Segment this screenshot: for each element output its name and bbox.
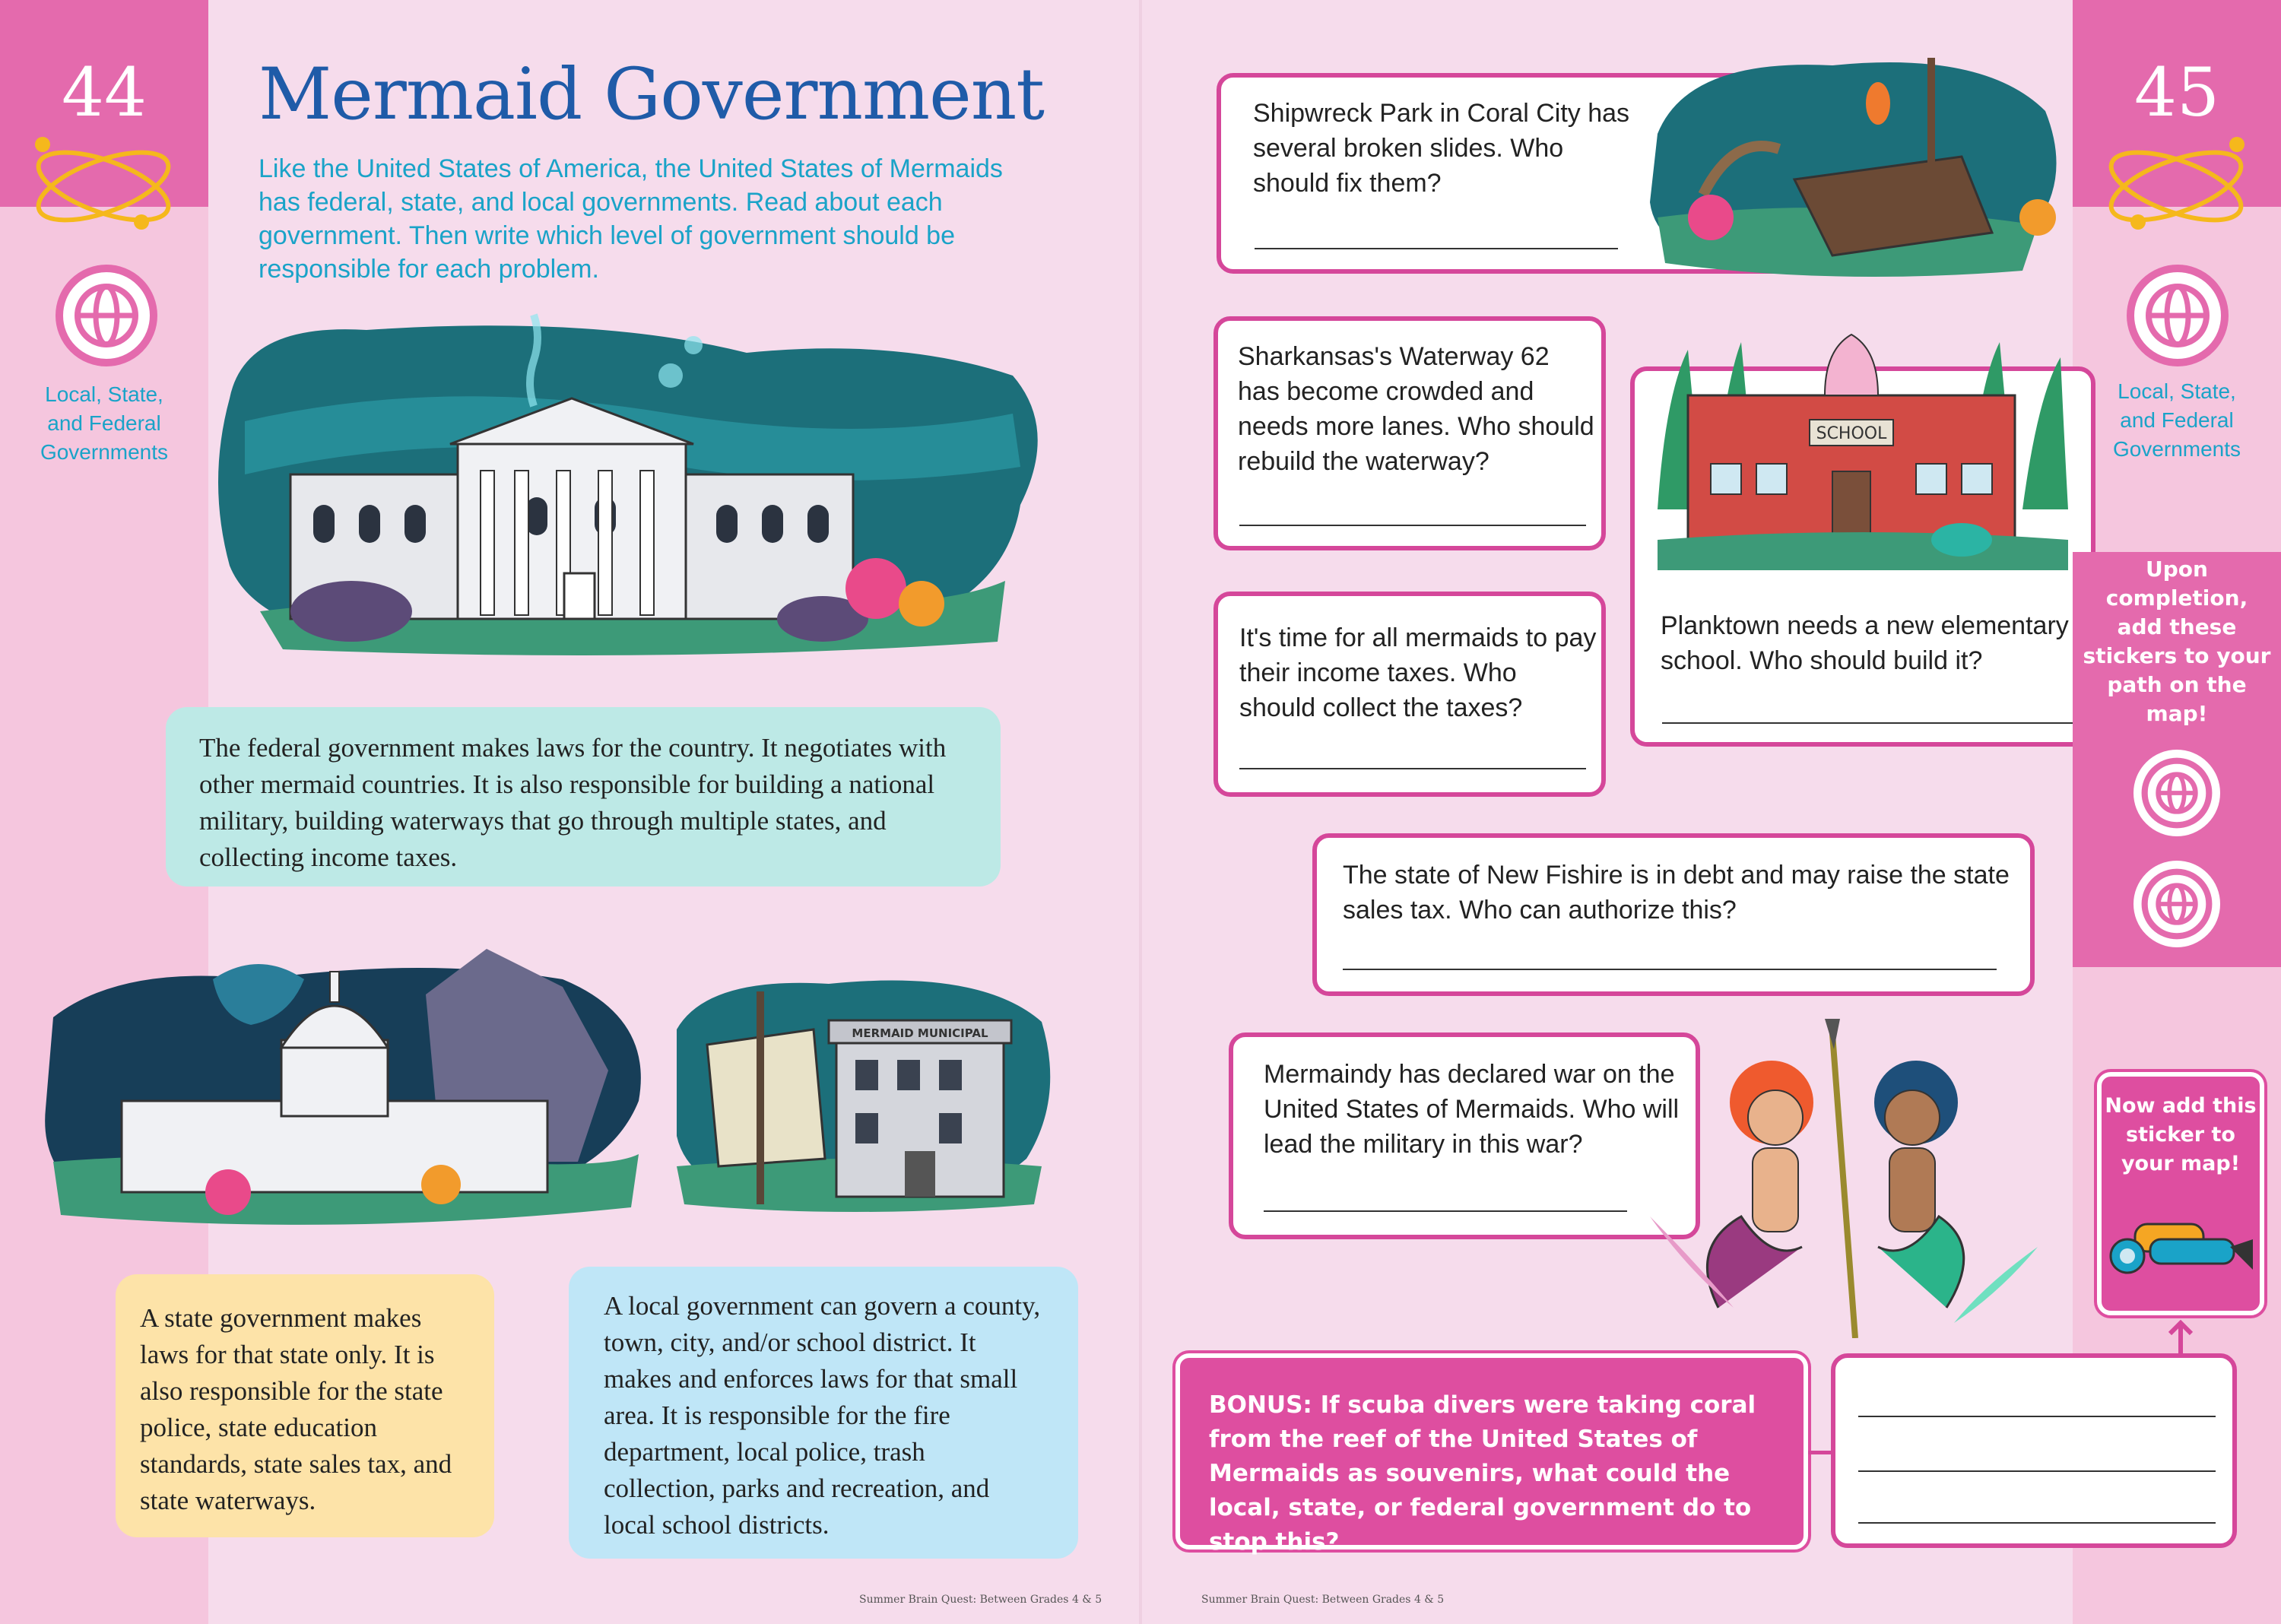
answer-line[interactable] [1343,969,1997,970]
question-text: The state of New Fishire is in debt and may raise the state sales tax. Who can authorize this? [1343,861,2010,925]
answer-line[interactable] [1858,1522,2216,1524]
question-box-3 [1213,592,1606,797]
state-government-info: A state government makes laws for that state only. It is also responsible for the state police, state education standards, state sales tax, and state waterways. [116,1274,494,1537]
answer-line[interactable] [1239,525,1586,526]
page-number-right: 45 [2134,53,2219,132]
footer-left: Summer Brain Quest: Between Grades 4 & 5 [859,1594,1102,1606]
municipal-building-illustration [661,961,1057,1220]
question-box-2 [1213,316,1606,550]
question-text: Planktown needs a new elementary school. Who should build it? [1661,611,2069,675]
bonus-answer-box [1831,1353,2237,1548]
globe-icon [2133,861,2220,947]
page-number-left: 44 [62,53,147,132]
topic-label-right: Local, State, and Federal Governments [2112,379,2241,461]
mermaids-illustration [1627,1019,2068,1338]
answer-line[interactable] [1264,1210,1627,1212]
federal-government-info: The federal government makes laws for the country. It negotiates with other mermaid countries. It is also responsible for building a national military, building waterways that go through multiple states, and collecting income taxes. [166,707,1001,887]
page-title: Mermaid Government [259,53,1045,136]
school-sign: SCHOOL [1816,424,1887,443]
topic-label-left: Local, State, and Federal Governments [40,382,169,464]
sticker-slot-2[interactable] [2129,856,2225,952]
page-gutter [1139,0,1142,1624]
question-text: It's time for all mermaids to pay their income taxes. Who should collect the taxes? [1239,623,1597,722]
globe-icon [2124,262,2231,369]
intro-text: Like the United States of America, the United States of Mermaids has federal, state, and local governments. Read about each government. Then write which level of government should be responsible for each problem. [259,154,1003,284]
question-box-5 [1312,833,2035,996]
scuba-diver-icon [2105,1201,2257,1285]
bonus-connector [1808,1451,1832,1454]
question-text: Sharkansas's Waterway 62 has become crowded and needs more lanes. Who should rebuild the waterway? [1238,342,1594,476]
answer-line[interactable] [1858,1470,2216,1472]
shipwreck-illustration [1642,43,2068,278]
globe-icon [53,262,160,369]
globe-icon [2133,750,2220,836]
question-text: Mermaindy has declared war on the United States of Mermaids. Who will lead the military in this war? [1264,1060,1680,1159]
footer-right: Summer Brain Quest: Between Grades 4 & 5 [1201,1594,1445,1606]
atom-icon [27,129,179,243]
municipal-sign: MERMAID MUNICIPAL [852,1026,988,1040]
answer-line[interactable] [1239,768,1586,769]
sticker-slot-1[interactable] [2129,745,2225,841]
atom-icon [2100,129,2252,243]
answer-line[interactable] [1662,722,2079,724]
arrow-up-icon [2165,1320,2196,1358]
answer-line[interactable] [1255,248,1618,249]
bonus-question: BONUS: If scuba divers were taking coral from the reef of the United States of Mermaids as souvenirs, what could the local, state, or federal government do to stop this? [1175,1353,1808,1549]
federal-building-illustration [214,307,1051,680]
now-add-text: Now add this sticker to your map! [2105,1094,2257,1175]
question-text: Shipwreck Park in Coral City has several broken slides. Who should fix them? [1253,99,1630,198]
answer-line[interactable] [1858,1416,2216,1417]
school-illustration [1642,319,2083,578]
state-capitol-illustration [30,934,654,1238]
sticker-prompt: Upon completion, add these stickers to your path on the map! [2083,557,2271,726]
local-government-info: A local government can govern a county, town, city, and/or school district. It makes and enforces laws for that small area. It is responsible for the fire department, local police, trash collection, parks and recreation, and local school districts. [569,1267,1078,1559]
